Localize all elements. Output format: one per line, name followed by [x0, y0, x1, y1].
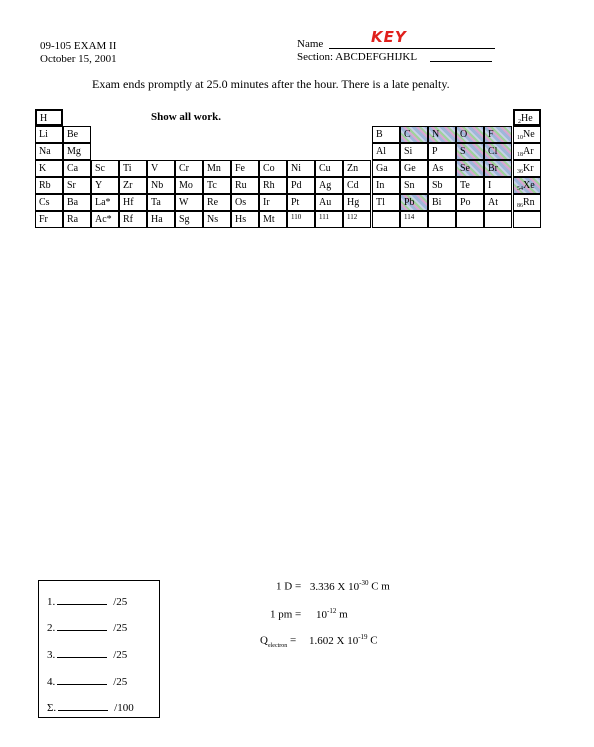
element-he-cell	[513, 109, 541, 126]
element-symbol: Ru	[235, 180, 247, 191]
element-symbol: 111	[319, 213, 329, 221]
element-symbol: I	[488, 180, 492, 191]
element-symbol: Bi	[432, 197, 442, 208]
element-symbol: In	[376, 180, 385, 191]
element-symbol: La*	[95, 197, 111, 208]
atomic-number: 54	[517, 186, 523, 192]
element-hg-cell	[343, 194, 371, 211]
element-ge-cell	[400, 160, 428, 177]
element-k-cell	[35, 160, 63, 177]
show-work-note: Show all work.	[151, 111, 221, 123]
element-s-cell	[456, 143, 484, 160]
name-label: Name	[297, 38, 324, 50]
element-111-cell	[315, 211, 343, 228]
element-symbol: Sb	[432, 180, 443, 191]
element-te-cell	[456, 177, 484, 194]
element-symbol: Rb	[39, 180, 51, 191]
score-label: 2.	[47, 622, 56, 634]
element-ni-cell	[287, 160, 315, 177]
element-symbol: W	[179, 197, 189, 208]
element-symbol: He	[521, 113, 533, 124]
element-blank-cell	[484, 211, 512, 228]
element-symbol: 114	[404, 213, 415, 221]
element-symbol: Au	[319, 197, 332, 208]
element-symbol: As	[432, 163, 444, 174]
element-f-cell	[484, 126, 512, 143]
element-symbol: Hf	[123, 197, 134, 208]
debye-constant	[276, 579, 390, 593]
element-ha-cell	[147, 211, 175, 228]
element-symbol: N	[432, 129, 440, 140]
element-symbol: Mn	[207, 163, 221, 174]
score-row	[47, 595, 127, 608]
element-br-cell	[484, 160, 512, 177]
score-blank[interactable]	[57, 675, 107, 685]
q-unit: C	[367, 634, 378, 647]
element-i-cell	[484, 177, 512, 194]
atomic-number: 36	[517, 169, 523, 175]
element-112-cell	[343, 211, 371, 228]
element-symbol: Sc	[95, 163, 105, 174]
score-row	[47, 701, 134, 714]
element-symbol: Mo	[179, 180, 193, 191]
picometer-constant	[270, 607, 348, 621]
element-symbol: Ar	[523, 146, 534, 157]
element-sr-cell	[63, 177, 91, 194]
score-blank[interactable]	[57, 595, 107, 605]
pm-lhs: 1 pm =	[270, 608, 302, 621]
element-ru-cell	[231, 177, 259, 194]
element-symbol: Ca	[67, 163, 79, 174]
element-symbol: Fr	[39, 214, 48, 225]
element-symbol: Rn	[523, 197, 535, 208]
element-kr-cell	[513, 160, 541, 177]
element-symbol: Na	[39, 146, 51, 157]
element-rf-cell	[119, 211, 147, 228]
element-blank-cell	[428, 211, 456, 228]
element-symbol: Mt	[263, 214, 275, 225]
score-max: /25	[113, 596, 128, 608]
element-symbol: Ti	[123, 163, 132, 174]
pm-unit: m	[336, 608, 348, 621]
atomic-number: 10	[517, 135, 523, 141]
element-si-cell	[400, 143, 428, 160]
element-symbol: Sg	[179, 214, 190, 225]
element-rn-cell	[513, 194, 541, 211]
element-b-cell	[372, 126, 400, 143]
element-symbol: B	[376, 129, 383, 140]
element-rb-cell	[35, 177, 63, 194]
element-symbol: H	[40, 113, 48, 124]
atomic-number: 86	[517, 203, 523, 209]
debye-unit: C m	[368, 580, 390, 593]
element-mg-cell	[63, 143, 91, 160]
score-blank[interactable]	[57, 621, 107, 631]
element-symbol: Ba	[67, 197, 79, 208]
element-symbol: Ir	[263, 197, 270, 208]
element-re-cell	[203, 194, 231, 211]
element-ti-cell	[119, 160, 147, 177]
score-max: /25	[113, 649, 128, 661]
element-pb-cell	[400, 194, 428, 211]
element-symbol: Re	[207, 197, 219, 208]
score-max: /100	[114, 702, 134, 714]
element-symbol: Al	[376, 146, 386, 157]
element-ns-cell	[203, 211, 231, 228]
element-mn-cell	[203, 160, 231, 177]
element-symbol: Mg	[67, 146, 81, 157]
element-symbol: Cu	[319, 163, 331, 174]
element-ar-cell	[513, 143, 541, 160]
element-symbol: Pt	[291, 197, 300, 208]
debye-lhs: 1 D =	[276, 580, 302, 593]
element-ag-cell	[315, 177, 343, 194]
element-symbol: 112	[347, 213, 358, 221]
element-po-cell	[456, 194, 484, 211]
section-line	[430, 61, 492, 62]
q-equals: =	[287, 634, 297, 647]
element-110-cell	[287, 211, 315, 228]
element-symbol: Pd	[291, 180, 302, 191]
element-v-cell	[147, 160, 175, 177]
element-symbol: Y	[95, 180, 103, 191]
score-row	[47, 648, 127, 661]
element-symbol: Si	[404, 146, 413, 157]
periodic-table	[35, 109, 545, 229]
element-symbol: C	[404, 129, 411, 140]
element-symbol: K	[39, 163, 47, 174]
element-xe-cell	[513, 177, 541, 194]
element-symbol: O	[460, 129, 468, 140]
element-symbol: Cl	[488, 146, 498, 157]
element-symbol: Zr	[123, 180, 133, 191]
element-ba-cell	[63, 194, 91, 211]
element-symbol: Ra	[67, 214, 79, 225]
element-bi-cell	[428, 194, 456, 211]
element-in-cell	[372, 177, 400, 194]
element-sc-cell	[91, 160, 119, 177]
element-mt-cell	[259, 211, 287, 228]
element-symbol: Tl	[376, 197, 385, 208]
element-symbol: Co	[263, 163, 275, 174]
element-symbol: Ns	[207, 214, 219, 225]
element-sb-cell	[428, 177, 456, 194]
element-mo-cell	[175, 177, 203, 194]
element-symbol: F	[488, 129, 494, 140]
element-fe-cell	[231, 160, 259, 177]
element-cl-cell	[484, 143, 512, 160]
element-symbol: Xe	[523, 180, 535, 191]
element-symbol: At	[488, 197, 498, 208]
score-label: 1.	[47, 596, 56, 608]
element-symbol: Cd	[347, 180, 359, 191]
element-114-cell	[400, 211, 428, 228]
element-blank-cell	[372, 211, 400, 228]
element-symbol: Kr	[523, 163, 534, 174]
element-sn-cell	[400, 177, 428, 194]
element-pd-cell	[287, 177, 315, 194]
element-symbol: Pb	[404, 197, 415, 208]
element-symbol: Ag	[319, 180, 332, 191]
element-symbol: Se	[460, 163, 470, 174]
element-symbol: Ha	[151, 214, 163, 225]
score-row	[47, 675, 127, 688]
element-symbol: V	[151, 163, 159, 174]
course-title: 09-105 EXAM II	[40, 40, 117, 52]
debye-mantissa: 3.336 X 10	[309, 580, 360, 593]
element-y-cell	[91, 177, 119, 194]
element-symbol: Nb	[151, 180, 164, 191]
score-blank[interactable]	[58, 701, 108, 711]
element-symbol: Zn	[347, 163, 359, 174]
q-exponent: -19	[358, 633, 368, 641]
atomic-number: 18	[517, 152, 523, 158]
element-cr-cell	[175, 160, 203, 177]
element-ga-cell	[372, 160, 400, 177]
element-w-cell	[175, 194, 203, 211]
element-tl-cell	[372, 194, 400, 211]
score-label: 4.	[47, 676, 56, 688]
score-max: /25	[113, 622, 128, 634]
pm-exponent: -12	[327, 607, 337, 615]
element-blank-cell	[456, 211, 484, 228]
name-value: KEY	[371, 28, 407, 46]
element-symbol: Sr	[67, 180, 76, 191]
element-zr-cell	[119, 177, 147, 194]
element-symbol: Hs	[235, 214, 247, 225]
electron-charge-constant	[260, 633, 378, 649]
element-rh-cell	[259, 177, 287, 194]
exam-date: October 15, 2001	[40, 53, 117, 65]
element-as-cell	[428, 160, 456, 177]
element-c-cell	[400, 126, 428, 143]
element-p-cell	[428, 143, 456, 160]
element-na-cell	[35, 143, 63, 160]
atomic-number: 2	[518, 119, 521, 125]
score-box	[38, 580, 160, 718]
element-nb-cell	[147, 177, 175, 194]
element-symbol: Hg	[347, 197, 360, 208]
element-pt-cell	[287, 194, 315, 211]
element-zn-cell	[343, 160, 371, 177]
score-label: Σ.	[47, 702, 57, 714]
element-ra-cell	[63, 211, 91, 228]
pm-base: 10	[316, 608, 328, 621]
element-hf-cell	[119, 194, 147, 211]
name-line	[329, 48, 495, 49]
element-os-cell	[231, 194, 259, 211]
element-ca-cell	[63, 160, 91, 177]
element-symbol: Be	[67, 129, 79, 140]
element-symbol: Ne	[523, 129, 535, 140]
score-row	[47, 621, 127, 634]
element-symbol: Ni	[291, 163, 301, 174]
element-blank-cell	[513, 211, 541, 228]
element-symbol: Ge	[404, 163, 416, 174]
element-symbol: 110	[291, 213, 302, 221]
q-subscript: electron	[267, 642, 288, 649]
element-symbol: Ta	[151, 197, 161, 208]
element-at-cell	[484, 194, 512, 211]
q-lhs: Q	[260, 634, 268, 647]
element-n-cell	[428, 126, 456, 143]
time-note: Exam ends promptly at 25.0 minutes after the hour. There is a late penalty.	[92, 77, 450, 91]
element-symbol: Rf	[123, 214, 133, 225]
element-au-cell	[315, 194, 343, 211]
element-symbol: Fe	[235, 163, 245, 174]
element-li-cell	[35, 126, 63, 143]
element-symbol: Po	[460, 197, 471, 208]
score-label: 3.	[47, 649, 56, 661]
q-mantissa: 1.602 X 10	[309, 634, 359, 647]
score-blank[interactable]	[57, 648, 107, 658]
element-symbol: Rh	[263, 180, 275, 191]
element-cu-cell	[315, 160, 343, 177]
element-ne-cell	[513, 126, 541, 143]
element-symbol: Cs	[39, 197, 50, 208]
debye-exponent: -30	[359, 579, 369, 587]
element-co-cell	[259, 160, 287, 177]
element-se-cell	[456, 160, 484, 177]
section-label: Section: ABCDEFGHIJKL	[297, 51, 418, 63]
element-o-cell	[456, 126, 484, 143]
element-symbol: Ga	[376, 163, 388, 174]
element-symbol: Te	[460, 180, 470, 191]
element-sg-cell	[175, 211, 203, 228]
element-al-cell	[372, 143, 400, 160]
element-cd-cell	[343, 177, 371, 194]
element-symbol: S	[460, 146, 466, 157]
element-symbol: Br	[488, 163, 498, 174]
element-symbol: Cr	[179, 163, 189, 174]
element-symbol: P	[432, 146, 438, 157]
element-la-cell	[91, 194, 119, 211]
element-symbol: Ac*	[95, 214, 112, 225]
element-ac-cell	[91, 211, 119, 228]
score-max: /25	[113, 676, 128, 688]
element-ir-cell	[259, 194, 287, 211]
element-symbol: Tc	[207, 180, 217, 191]
element-symbol: Sn	[404, 180, 415, 191]
element-fr-cell	[35, 211, 63, 228]
element-symbol: Os	[235, 197, 247, 208]
element-symbol: Li	[39, 129, 48, 140]
element-be-cell	[63, 126, 91, 143]
element-hs-cell	[231, 211, 259, 228]
element-tc-cell	[203, 177, 231, 194]
element-ta-cell	[147, 194, 175, 211]
element-h-cell	[35, 109, 63, 126]
element-cs-cell	[35, 194, 63, 211]
